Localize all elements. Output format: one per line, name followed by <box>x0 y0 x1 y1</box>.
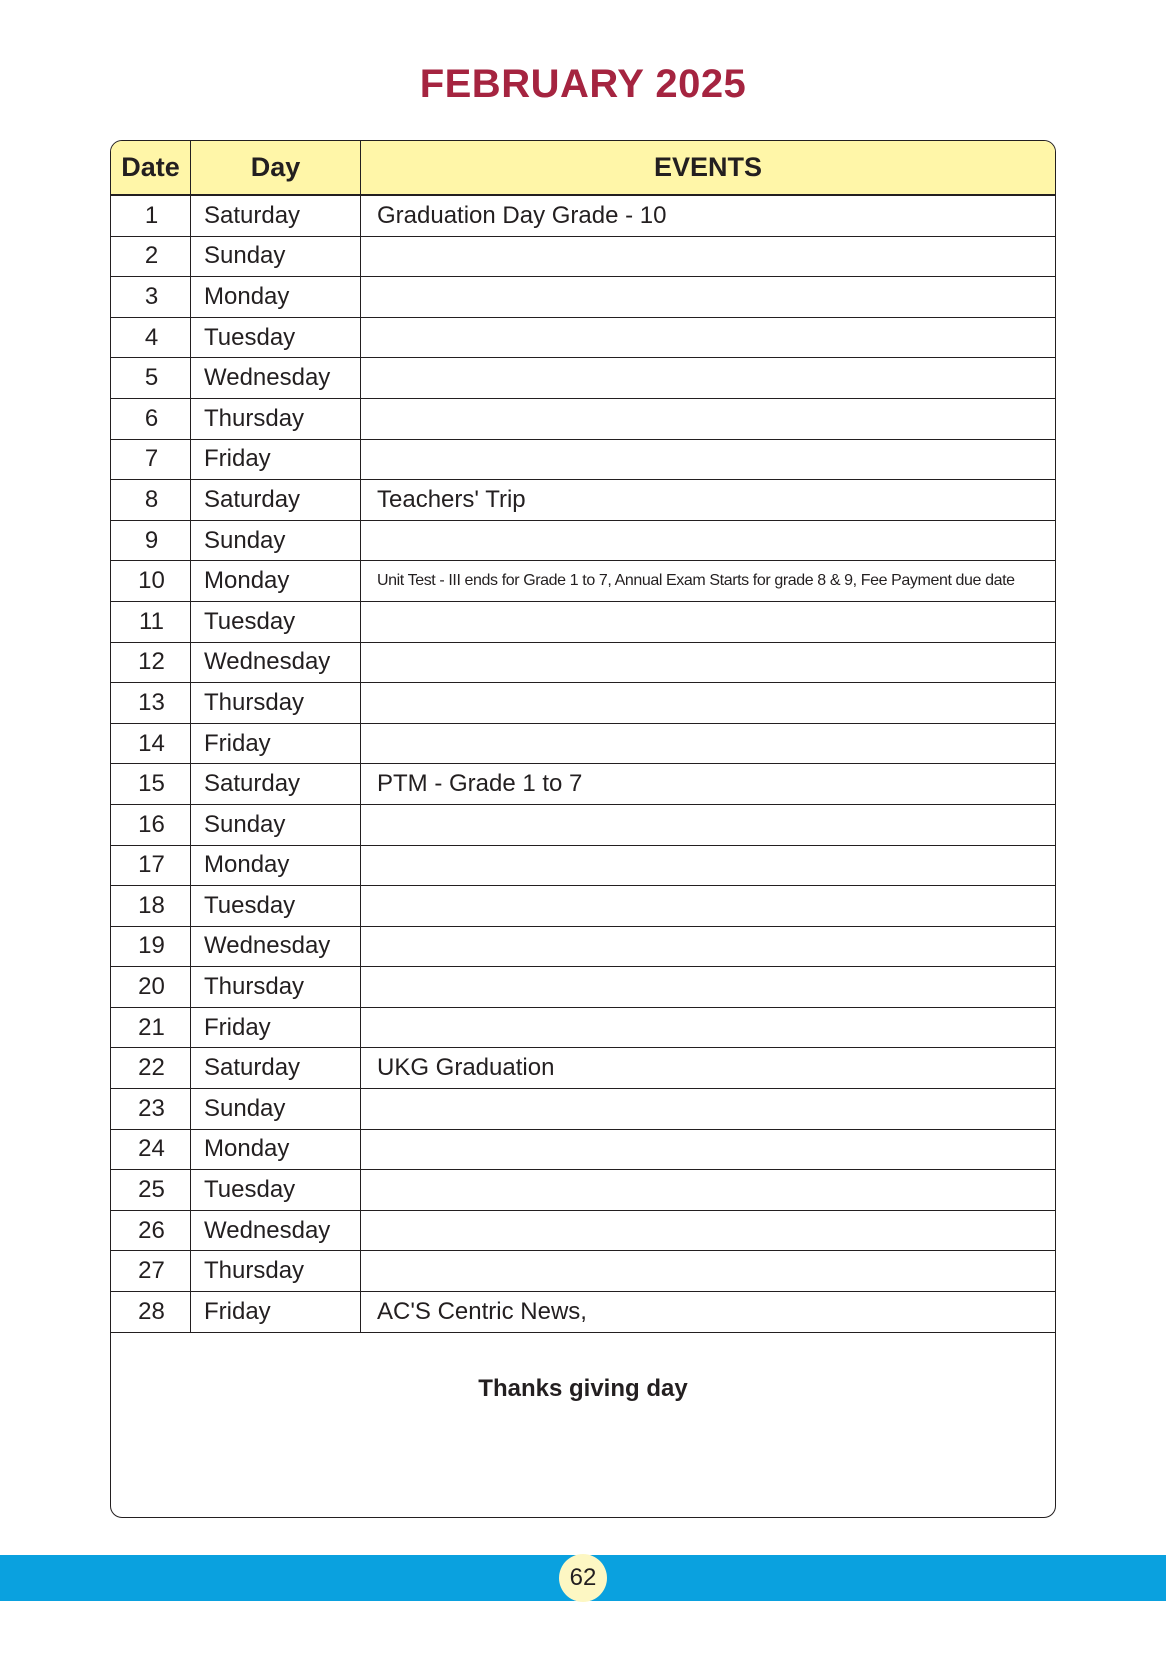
footer-note: Thanks giving day <box>478 1374 688 1402</box>
date-cell: 13 <box>111 683 191 723</box>
day-cell: Tuesday <box>191 602 361 642</box>
date-cell: 15 <box>111 764 191 804</box>
event-cell <box>361 602 1055 642</box>
table-row <box>111 846 1055 887</box>
event-cell <box>361 886 1055 926</box>
table-header <box>111 141 1055 196</box>
day-cell: Tuesday <box>191 1170 361 1210</box>
notes-area <box>111 1333 1055 1513</box>
date-cell: 3 <box>111 277 191 317</box>
table-row <box>111 480 1055 521</box>
date-cell: 20 <box>111 967 191 1007</box>
event-cell <box>361 318 1055 358</box>
day-cell: Thursday <box>191 967 361 1007</box>
date-cell: 6 <box>111 399 191 439</box>
page-title: FEBRUARY 2025 <box>419 62 747 106</box>
day-cell: Friday <box>191 724 361 764</box>
date-cell: 21 <box>111 1008 191 1048</box>
day-cell: Saturday <box>191 764 361 804</box>
event-cell <box>361 927 1055 967</box>
table-row <box>111 1130 1055 1171</box>
header-events: EVENTS <box>653 152 763 182</box>
date-cell: 28 <box>111 1292 191 1332</box>
event-cell <box>361 399 1055 439</box>
day-cell: Sunday <box>191 521 361 561</box>
event-cell: PTM - Grade 1 to 7 <box>377 770 583 798</box>
day-cell: Wednesday <box>191 1211 361 1251</box>
table-row <box>111 1292 1055 1333</box>
event-cell <box>361 643 1055 683</box>
day-cell: Friday <box>191 1008 361 1048</box>
table-row <box>111 683 1055 724</box>
event-cell <box>361 1089 1055 1129</box>
event-cell: AC'S Centric News, <box>377 1297 587 1325</box>
day-cell: Friday <box>191 1292 361 1332</box>
table-row <box>111 967 1055 1008</box>
date-cell: 23 <box>111 1089 191 1129</box>
event-cell <box>361 521 1055 561</box>
table-row <box>111 561 1055 602</box>
event-cell <box>361 1211 1055 1251</box>
event-cell <box>361 1130 1055 1170</box>
event-cell <box>361 846 1055 886</box>
date-cell: 27 <box>111 1251 191 1291</box>
day-cell: Saturday <box>191 1048 361 1088</box>
table-row <box>111 358 1055 399</box>
day-cell: Wednesday <box>191 643 361 683</box>
event-cell <box>361 805 1055 845</box>
table-row <box>111 440 1055 481</box>
table-row <box>111 724 1055 765</box>
date-cell: 8 <box>111 480 191 520</box>
table-row <box>111 927 1055 968</box>
day-cell: Wednesday <box>191 927 361 967</box>
date-cell: 12 <box>111 643 191 683</box>
event-cell <box>361 440 1055 480</box>
table-body <box>111 196 1055 1333</box>
header-day: Day <box>191 141 361 194</box>
table-row <box>111 196 1055 237</box>
table-row <box>111 643 1055 684</box>
day-cell: Sunday <box>191 1089 361 1129</box>
day-cell: Thursday <box>191 1251 361 1291</box>
table-row <box>111 764 1055 805</box>
date-cell: 4 <box>111 318 191 358</box>
date-cell: 9 <box>111 521 191 561</box>
event-cell <box>361 1008 1055 1048</box>
table-row <box>111 1008 1055 1049</box>
day-cell: Monday <box>191 561 361 601</box>
date-cell: 26 <box>111 1211 191 1251</box>
date-cell: 10 <box>111 561 191 601</box>
day-cell: Saturday <box>191 480 361 520</box>
date-cell: 2 <box>111 237 191 277</box>
event-cell <box>361 683 1055 723</box>
event-cell: UKG Graduation <box>377 1054 555 1082</box>
page-number: 62 <box>559 1554 607 1602</box>
date-cell: 17 <box>111 846 191 886</box>
table-row <box>111 602 1055 643</box>
date-cell: 19 <box>111 927 191 967</box>
date-cell: 24 <box>111 1130 191 1170</box>
event-cell <box>361 237 1055 277</box>
event-cell <box>361 1251 1055 1291</box>
event-cell: Teachers' Trip <box>377 485 526 513</box>
table-row <box>111 318 1055 359</box>
event-cell <box>361 277 1055 317</box>
table-row <box>111 886 1055 927</box>
event-cell <box>361 724 1055 764</box>
date-cell: 7 <box>111 440 191 480</box>
calendar-table <box>110 140 1056 1518</box>
date-cell: 1 <box>111 196 191 236</box>
day-cell: Saturday <box>191 196 361 236</box>
table-row <box>111 1048 1055 1089</box>
event-cell: Graduation Day Grade - 10 <box>377 201 667 229</box>
date-cell: 18 <box>111 886 191 926</box>
table-row <box>111 805 1055 846</box>
table-row <box>111 1089 1055 1130</box>
event-cell <box>361 358 1055 398</box>
date-cell: 22 <box>111 1048 191 1088</box>
table-row <box>111 1170 1055 1211</box>
event-cell <box>361 967 1055 1007</box>
date-cell: 16 <box>111 805 191 845</box>
table-row <box>111 1211 1055 1252</box>
day-cell: Tuesday <box>191 318 361 358</box>
day-cell: Wednesday <box>191 358 361 398</box>
day-cell: Friday <box>191 440 361 480</box>
day-cell: Monday <box>191 1130 361 1170</box>
date-cell: 25 <box>111 1170 191 1210</box>
date-cell: 11 <box>111 602 191 642</box>
date-cell: 5 <box>111 358 191 398</box>
day-cell: Sunday <box>191 237 361 277</box>
day-cell: Thursday <box>191 399 361 439</box>
day-cell: Thursday <box>191 683 361 723</box>
day-cell: Tuesday <box>191 886 361 926</box>
table-row <box>111 399 1055 440</box>
event-cell: Unit Test - III ends for Grade 1 to 7, Annual Exam Starts for grade 8 & 9, Fee Payment due date <box>377 572 1015 590</box>
day-cell: Sunday <box>191 805 361 845</box>
table-row <box>111 521 1055 562</box>
event-cell <box>361 1170 1055 1210</box>
header-date: Date <box>111 141 191 194</box>
table-row <box>111 1251 1055 1292</box>
table-row <box>111 237 1055 278</box>
table-row <box>111 277 1055 318</box>
date-cell: 14 <box>111 724 191 764</box>
day-cell: Monday <box>191 277 361 317</box>
day-cell: Monday <box>191 846 361 886</box>
